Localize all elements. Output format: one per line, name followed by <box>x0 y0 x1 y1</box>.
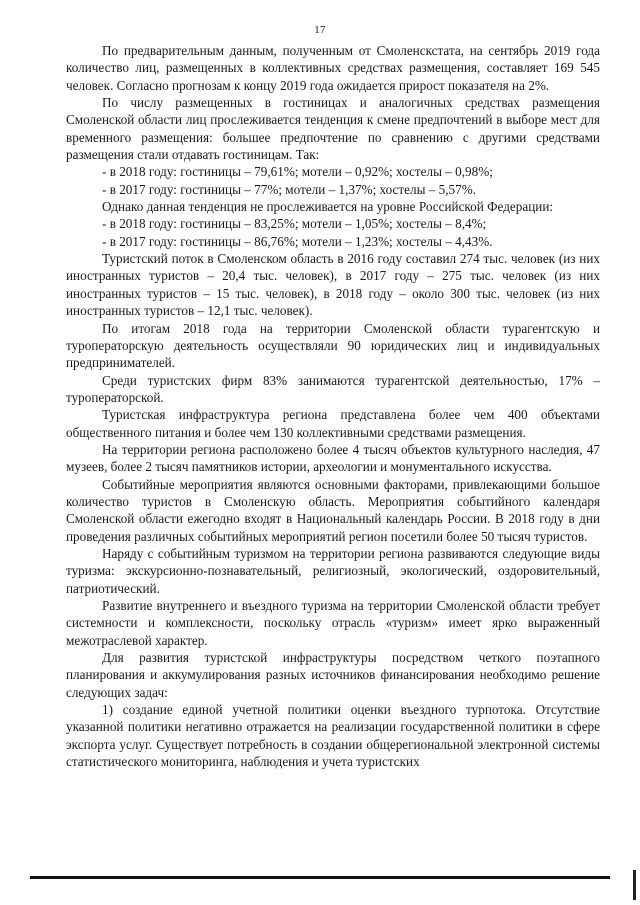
paragraph-tasks-intro: Для развития туристской инфраструктуры посредством четкого поэтапного планирования и аккумулирования разных источников финансирования необходимо решение следующих задач: <box>66 650 600 700</box>
paragraph-accommodation-stats: По предварительным данным, полученным от Смоленскстата, на сентябрь 2019 года количество лиц, размещенных в коллективных средствах размещения, составляет 169 545 человек. Согласно прогнозам к концу 2019 года ожидается прирост показателя на 2%. <box>66 43 600 93</box>
list-item-russia-2017: - в 2017 году: гостиницы – 86,76%; мотели – 1,23%; хостелы – 4,43%. <box>102 233 493 249</box>
paragraph-task-1: 1) создание единой учетной политики оценки въездного турпотока. Отсутствие указанной политики негативно отражается на реализации государственной политики в сфере экспорта услуг. Существует потребность в создании общерегиональной электронной системы статистического мониторинга, наблюдения и учета туристских <box>66 702 600 770</box>
bottom-scan-rule <box>30 876 610 879</box>
paragraph-infrastructure: Туристская инфраструктура региона представлена более чем 400 объектами общественного питания и более чем 130 коллективными средствами размещения. <box>66 407 600 440</box>
paragraph-tour-operators: По итогам 2018 года на территории Смоленской области турагентскую и туроператорскую деятельность осуществляли 90 юридических лиц и индивидуальных предпринимателей. <box>66 320 600 371</box>
paragraph-event-tourism: Событийные мероприятия являются основными факторами, привлекающими большое количество туристов в Смоленскую область. Мероприятия событийного календаря Смоленской области ежегодно входят в Национальный календарь России. В 2018 году в дни проведения различных событийных мероприятий регион посетили более 50 тысяч туристов. <box>66 476 600 544</box>
paragraph-tourism-development: Развитие внутреннего и въездного туризма на территории Смоленской области требует системности и комплексности, поскольку отрасль «туризм» имеет ярко выраженный межотраслевой характер. <box>66 598 600 648</box>
paragraph-russia-trend: Однако данная тенденция не прослеживается на уровне Российской Федерации: <box>102 199 554 215</box>
list-item-region-2018: - в 2018 году: гостиницы – 79,61%; мотели – 0,92%; хостелы – 0,98%; <box>102 164 493 180</box>
scan-edge-mark <box>633 870 636 900</box>
paragraph-cultural-heritage: На территории региона расположено более 4 тысяч объектов культурного наследия, 47 музеев, более 2 тысяч памятников истории, археологии и монументального искусства. <box>66 441 600 475</box>
list-item-region-2017: - в 2017 году: гостиницы – 77%; мотели – 1,37%; хостелы – 5,57%. <box>102 181 477 197</box>
paragraph-tourism-types: Наряду с событийным туризмом на территории региона развиваются следующие виды туризма: экскурсионно-познавательный, религиозный, экологический, оздоровительный, патриотический. <box>66 545 600 596</box>
document-body <box>66 42 600 770</box>
paragraph-tourist-flow: Туристский поток в Смоленском область в 2016 году составил 274 тыс. человек (из них иностранных туристов – 20,4 тыс. человек), в 2017 году – 275 тыс. человек (из них иностранных туристов – 15 тыс. человек), в 2018 году – около 300 тыс. человек (из них иностранных туристов – 12,1 тыс. человек). <box>66 251 600 319</box>
list-item-russia-2018: - в 2018 году: гостиницы – 83,25%; мотели – 1,05%; хостелы – 8,4%; <box>102 216 487 232</box>
page-number: 17 <box>314 24 326 36</box>
paragraph-hotel-preference: По числу размещенных в гостиницах и аналогичных средствах размещения Смоленской области лиц прослеживается тенденция к смене предпочтений в выборе мест для временного размещения: большее предпочтение по сравнению с другими средствами размещения стали отдавать гостиницам. Так: <box>66 95 600 163</box>
paragraph-firm-share: Среди туристских фирм 83% занимаются турагентской деятельностью, 17% – туроператорской. <box>66 372 600 405</box>
